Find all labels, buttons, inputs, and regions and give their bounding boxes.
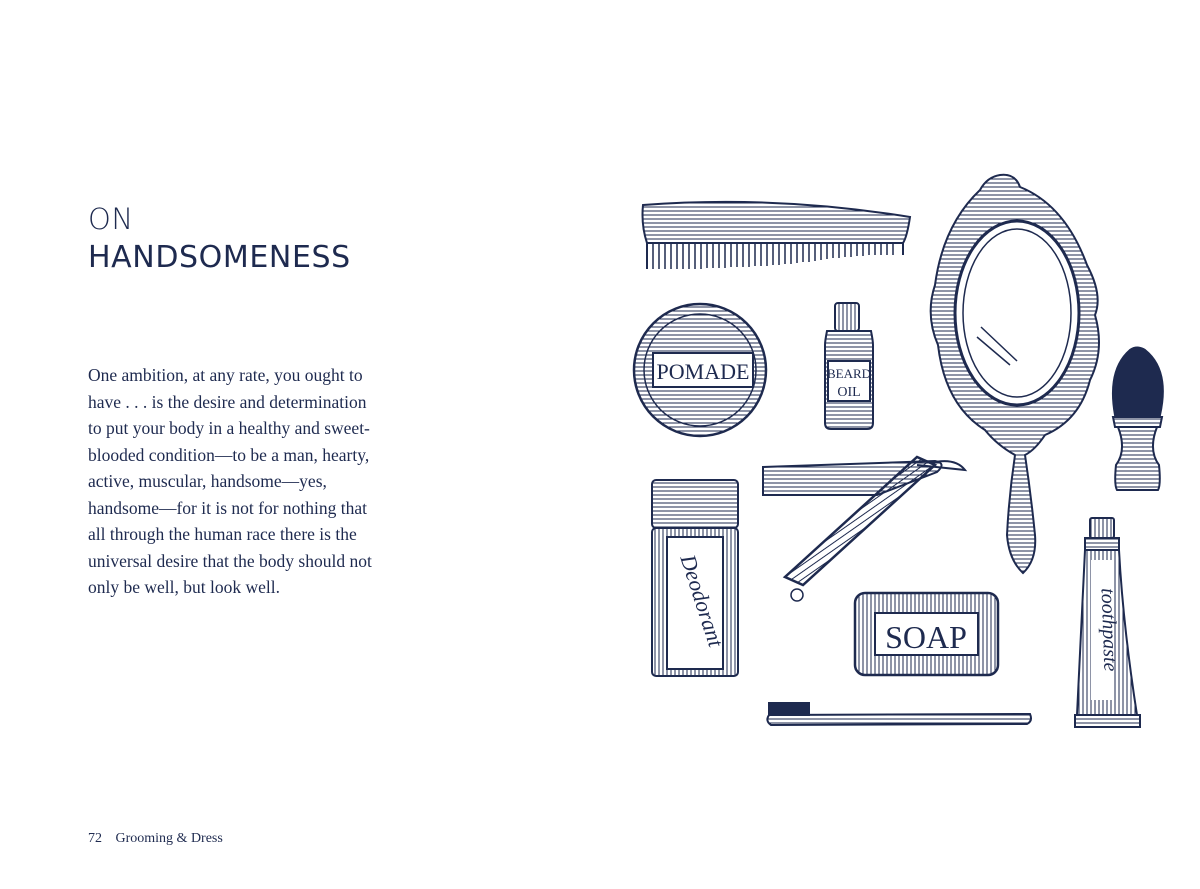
heading-line-2: HANDSOMENESS bbox=[88, 240, 351, 275]
body-line: One ambition, at any rate, you ought to bbox=[88, 365, 363, 385]
body-paragraph bbox=[88, 362, 428, 601]
beard-label: BEARD bbox=[826, 366, 872, 381]
toothpaste-tube-icon bbox=[1075, 518, 1140, 727]
pomade-label: POMADE bbox=[656, 359, 750, 384]
grooming-illustration bbox=[625, 165, 1170, 745]
body-line: all through the human race there is the bbox=[88, 524, 357, 544]
body-line: have . . . is the desire and determination bbox=[88, 391, 367, 412]
heading-line-1: ON bbox=[88, 202, 134, 236]
section-title: Grooming & Dress bbox=[115, 831, 223, 846]
pomade-tin-icon bbox=[634, 304, 766, 436]
page-footer bbox=[88, 831, 223, 847]
body-line: to put your body in a healthy and sweet- bbox=[88, 418, 370, 438]
body-line: only be well, but look well. bbox=[88, 577, 280, 597]
toothbrush-icon bbox=[767, 703, 1031, 725]
soap-label: SOAP bbox=[885, 619, 967, 655]
deodorant-stick-icon bbox=[652, 480, 738, 676]
deodorant-label: Deodorant bbox=[675, 551, 729, 650]
shaving-brush-icon bbox=[1113, 348, 1163, 491]
body-line: universal desire that the body should not bbox=[88, 550, 372, 571]
straight-razor-icon bbox=[763, 457, 965, 601]
page-number: 72 bbox=[88, 831, 102, 846]
toothpaste-label: toothpaste bbox=[1096, 587, 1122, 672]
body-line: active, muscular, handsome—yes, bbox=[88, 471, 327, 491]
body-line: handsome—for it is not for nothing that bbox=[88, 497, 367, 518]
body-line: blooded condition—to be a man, hearty, bbox=[88, 444, 370, 465]
oil-label: OIL bbox=[837, 385, 861, 400]
beard-oil-bottle-icon bbox=[825, 303, 873, 429]
comb-icon bbox=[643, 202, 911, 269]
soap-bar-icon bbox=[855, 593, 998, 675]
hand-mirror-icon bbox=[931, 175, 1099, 573]
